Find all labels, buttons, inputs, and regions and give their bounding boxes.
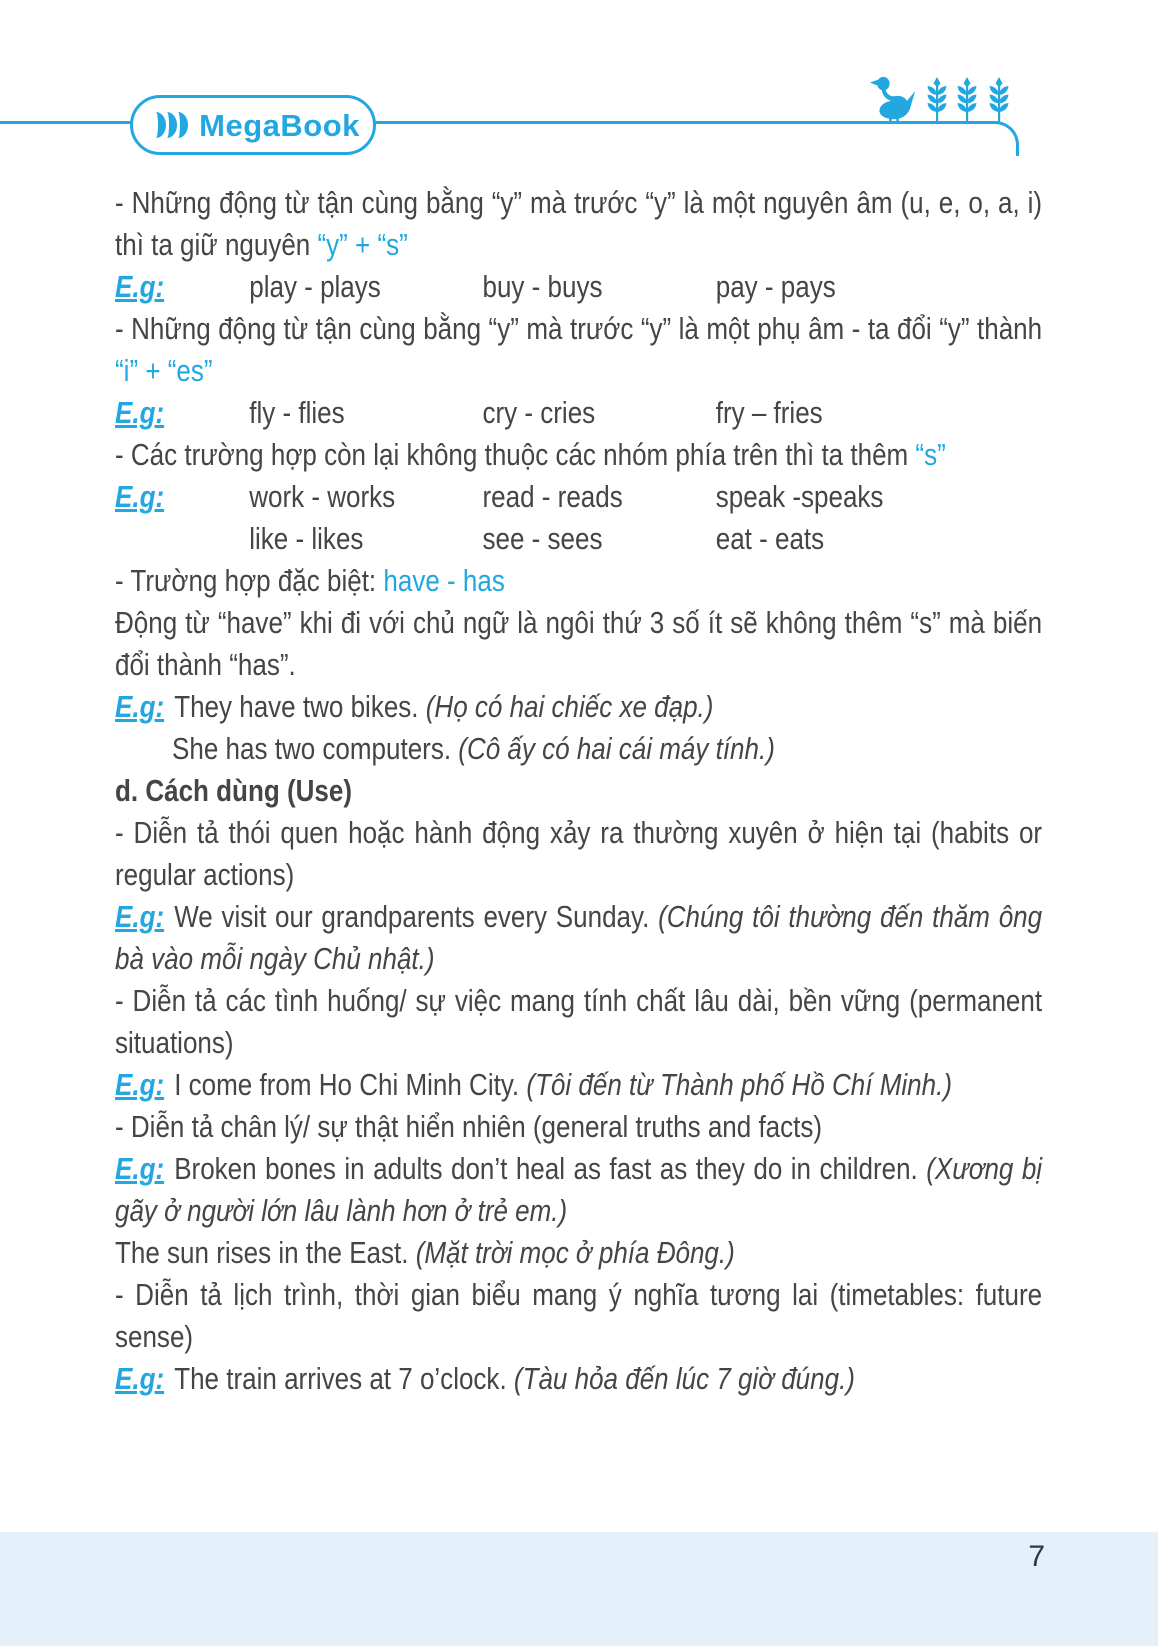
sentence-en: Broken bones in adults don’t heal as fast as they do in children. — [174, 1151, 927, 1186]
sentence-vi: (Tàu hỏa đến lúc 7 giờ đúng.) — [513, 1361, 855, 1396]
rule-y-consonant — [115, 308, 1042, 392]
use-point: - Diễn tả các tình huống/ sự việc mang tính chất lâu dài, bền vững (permanent situations) — [115, 983, 1043, 1060]
example-row — [115, 518, 1042, 560]
sentence-vi: (Mặt trời mọc ở phía Đông.) — [415, 1235, 735, 1270]
eg-pair: fly - flies — [249, 395, 345, 430]
use-point: - Diễn tả lịch trình, thời gian biểu mang ý nghĩa tương lai (timetables: future sense) — [115, 1277, 1043, 1354]
eg-label: E.g: — [115, 689, 165, 724]
rule-text: - Những động từ tận cùng bằng “y” mà trước “y” là một nguyên âm (u, e, o, a, i) thì ta giữ nguyên — [115, 185, 1043, 262]
rule-y-vowel — [115, 182, 1042, 266]
sentence-vi: (Cô ấy có hai cái máy tính.) — [458, 731, 775, 766]
eg-label: E.g: — [115, 479, 165, 514]
page-footer — [0, 1532, 1158, 1646]
sentence-vi: (Chúng tôi thường đến thăm ông bà vào mỗi ngày Chủ nhật.) — [115, 899, 1043, 976]
rule-text: - Những động từ tận cùng bằng “y” mà trước “y” là một phụ âm - ta đổi “y” thành — [115, 311, 1043, 346]
example-sentence — [115, 1064, 1042, 1106]
eg-pair: fry – fries — [715, 395, 823, 430]
eg-pair: see - sees — [482, 521, 603, 556]
duck-icon — [869, 74, 916, 124]
eg-pair: like - likes — [249, 521, 364, 556]
example-sentence — [115, 896, 1042, 980]
example-sentence — [115, 1358, 1042, 1400]
special-case — [115, 560, 1042, 602]
example-sentence — [115, 686, 1042, 728]
rule-text: - Trường hợp đặc biệt: — [115, 563, 384, 598]
sentence-en: They have two bikes. — [174, 689, 426, 724]
wheat-icon — [956, 77, 978, 123]
rule-highlight: “i” + “es” — [115, 353, 213, 388]
wheat-icon — [988, 77, 1010, 123]
eg-pair: play - plays — [249, 269, 381, 304]
eg-pair: read - reads — [482, 479, 623, 514]
eg-label: E.g: — [115, 1067, 165, 1102]
example-sentence — [115, 728, 1042, 770]
example-row — [115, 476, 1042, 518]
eg-label: E.g: — [115, 1361, 165, 1396]
sentence-vi: (Xương bị gãy ở người lớn lâu lành hơn ở trẻ em.) — [115, 1151, 1043, 1228]
rule-other — [115, 434, 1042, 476]
megabook-logo — [130, 95, 376, 155]
sentence-en: We visit our grandparents every Sunday. — [174, 899, 659, 934]
lesson-content — [115, 182, 1042, 1400]
use-point: - Diễn tả thói quen hoặc hành động xảy ra thường xuyên ở hiện tại (habits or regular actions) — [115, 815, 1043, 892]
eg-pair: eat - eats — [715, 521, 825, 556]
example-sentence — [115, 1232, 1042, 1274]
sentence-en: The sun rises in the East. — [115, 1235, 416, 1270]
rule-highlight: have - has — [383, 563, 505, 598]
eg-label-empty — [115, 518, 249, 560]
example-sentence — [115, 1148, 1042, 1232]
use-heading: d. Cách dùng (Use) — [115, 773, 352, 808]
have-note: Động từ “have” khi đi với chủ ngữ là ngôi thứ 3 số ít sẽ không thêm “s” mà biến đổi thành “has”. — [115, 605, 1043, 682]
rule-highlight: “y” + “s” — [317, 227, 408, 262]
wheat-icon — [926, 77, 948, 123]
example-row — [115, 266, 1042, 308]
sentence-vi: (Tôi đến từ Thành phố Hồ Chí Minh.) — [526, 1067, 952, 1102]
use-point: - Diễn tả chân lý/ sự thật hiển nhiên (general truths and facts) — [115, 1109, 823, 1144]
eg-pair: buy - buys — [482, 269, 603, 304]
sentence-en: The train arrives at 7 o’clock. — [174, 1361, 514, 1396]
eg-pair: work - works — [249, 479, 396, 514]
eg-pair: speak -speaks — [715, 479, 884, 514]
page-number: 7 — [1028, 1540, 1045, 1573]
eg-label: E.g: — [115, 899, 165, 934]
eg-label: E.g: — [115, 269, 165, 304]
logo-mark-icon — [146, 112, 188, 138]
eg-label: E.g: — [115, 395, 165, 430]
rule-highlight: “s” — [915, 437, 946, 472]
sentence-vi: (Họ có hai chiếc xe đạp.) — [425, 689, 714, 724]
sentence-en: I come from Ho Chi Minh City. — [174, 1067, 527, 1102]
eg-pair: pay - pays — [715, 269, 836, 304]
logo-text: MegaBook — [199, 107, 360, 143]
example-row — [115, 392, 1042, 434]
eg-label: E.g: — [115, 1151, 165, 1186]
sentence-en: She has two computers. — [172, 731, 459, 766]
eg-pair: cry - cries — [482, 395, 596, 430]
rule-text: - Các trường hợp còn lại không thuộc các nhóm phía trên thì ta thêm — [115, 437, 916, 472]
